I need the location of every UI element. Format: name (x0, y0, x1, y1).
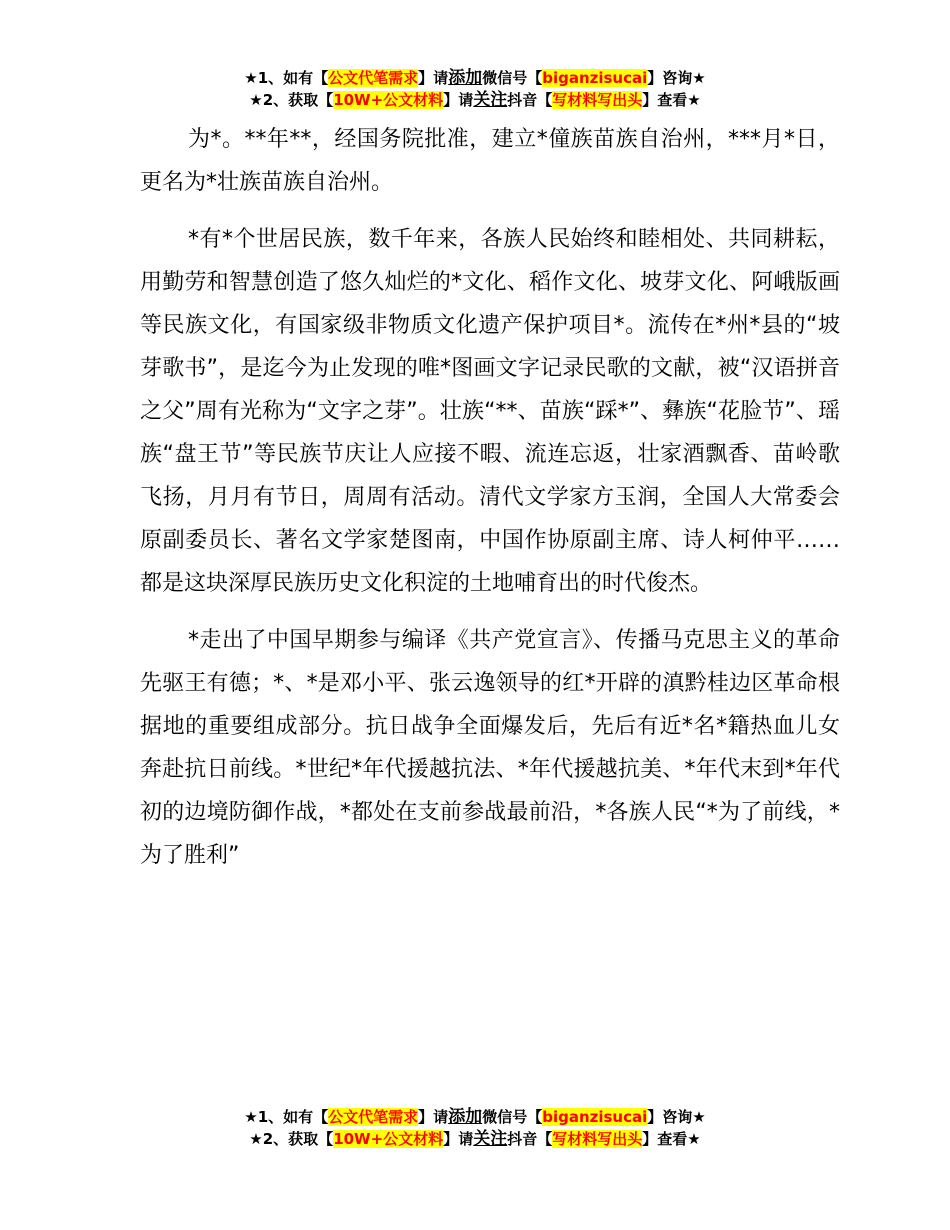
underline-follow: 关注 (473, 1129, 508, 1149)
highlight-service: 公文代笔需求 (328, 1108, 419, 1126)
banner-text: ★1、如有【 (244, 1108, 329, 1126)
banner-line-2 (0, 1128, 950, 1150)
banner-text: 】咨询★ (647, 69, 706, 87)
banner-text: 】请 (418, 69, 449, 87)
footer-banner (0, 1106, 950, 1150)
highlight-materials: 10W+公文材料 (333, 91, 444, 109)
banner-text: ★2、获取【 (249, 91, 334, 109)
banner-text: 】请 (418, 1108, 449, 1126)
banner-text: 抖音【 (507, 91, 553, 109)
banner-text: 微信号【 (482, 1108, 543, 1126)
underline-follow: 关注 (473, 90, 508, 110)
banner-text: 】查看★ (642, 91, 701, 109)
banner-text: 】请 (443, 91, 474, 109)
document-body (140, 118, 840, 891)
banner-text: 抖音【 (507, 1130, 553, 1148)
banner-line-2 (0, 89, 950, 111)
paragraph-1: 为*。**年**，经国务院批准，建立*僮族苗族自治州，***月*日，更名为*壮族苗族自治州。 (140, 127, 840, 195)
banner-text: 】查看★ (642, 1130, 701, 1148)
banner-text: 】咨询★ (647, 1108, 706, 1126)
paragraph-2: *有*个世居民族，数千年来，各族人民始终和睦相处、共同耕耘，用勤劳和智慧创造了悠久灿烂的*文化、稻作文化、坡芽文化、阿峨版画等民族文化，有国家级非物质文化遗产保护项目*。流传在*州*县的“坡芽歌书”，是迄今为止发现的唯*图画文字记录民歌的文献，被“汉语拼音之父”周有光称为“文字之芽”。壮族“**、苗族“踩*”、彝族“花脸节”、瑶族“盘王节”等民族节庆让人应接不暇、流连忘返，壮家酒飘香、苗岭歌飞扬，月月有节日，周周有活动。清代文学家方玉润，全国人大常委会原副委员长、著名文学家楚图南，中国作协原副主席、诗人柯仲平……都是这块深厚民族历史文化积淀的土地哺育出的时代俊杰。 (140, 227, 840, 596)
highlight-service: 公文代笔需求 (328, 69, 419, 87)
banner-text: ★2、获取【 (249, 1130, 334, 1148)
paragraph-3: *走出了中国早期参与编译《共产党宣言》、传播马克思主义的革命先驱王有德；*、*是邓小平、张云逸领导的红*开辟的滇黔桂边区革命根据地的重要组成部分。抗日战争全面爆发后，先后有近*名*籍热血儿女奔赴抗日前线。*世纪*年代援越抗法、*年代援越抗美、*年代末到*年代初的边境防御作战，*都处在支前参战最前沿，*各族人民“*为了前线，*为了胜利” (140, 628, 840, 868)
banner-text: ★1、如有【 (244, 69, 329, 87)
underline-add: 添加 (448, 68, 483, 88)
highlight-wechat-id: biganzisucai (542, 69, 648, 87)
underline-add: 添加 (448, 1107, 483, 1127)
banner-line-1 (0, 67, 950, 89)
banner-line-1 (0, 1106, 950, 1128)
highlight-douyin: 写材料写出头 (552, 1130, 643, 1148)
highlight-douyin: 写材料写出头 (552, 91, 643, 109)
banner-text: 微信号【 (482, 69, 543, 87)
highlight-wechat-id: biganzisucai (542, 1108, 648, 1126)
header-banner (0, 67, 950, 111)
highlight-materials: 10W+公文材料 (333, 1130, 444, 1148)
banner-text: 】请 (443, 1130, 474, 1148)
